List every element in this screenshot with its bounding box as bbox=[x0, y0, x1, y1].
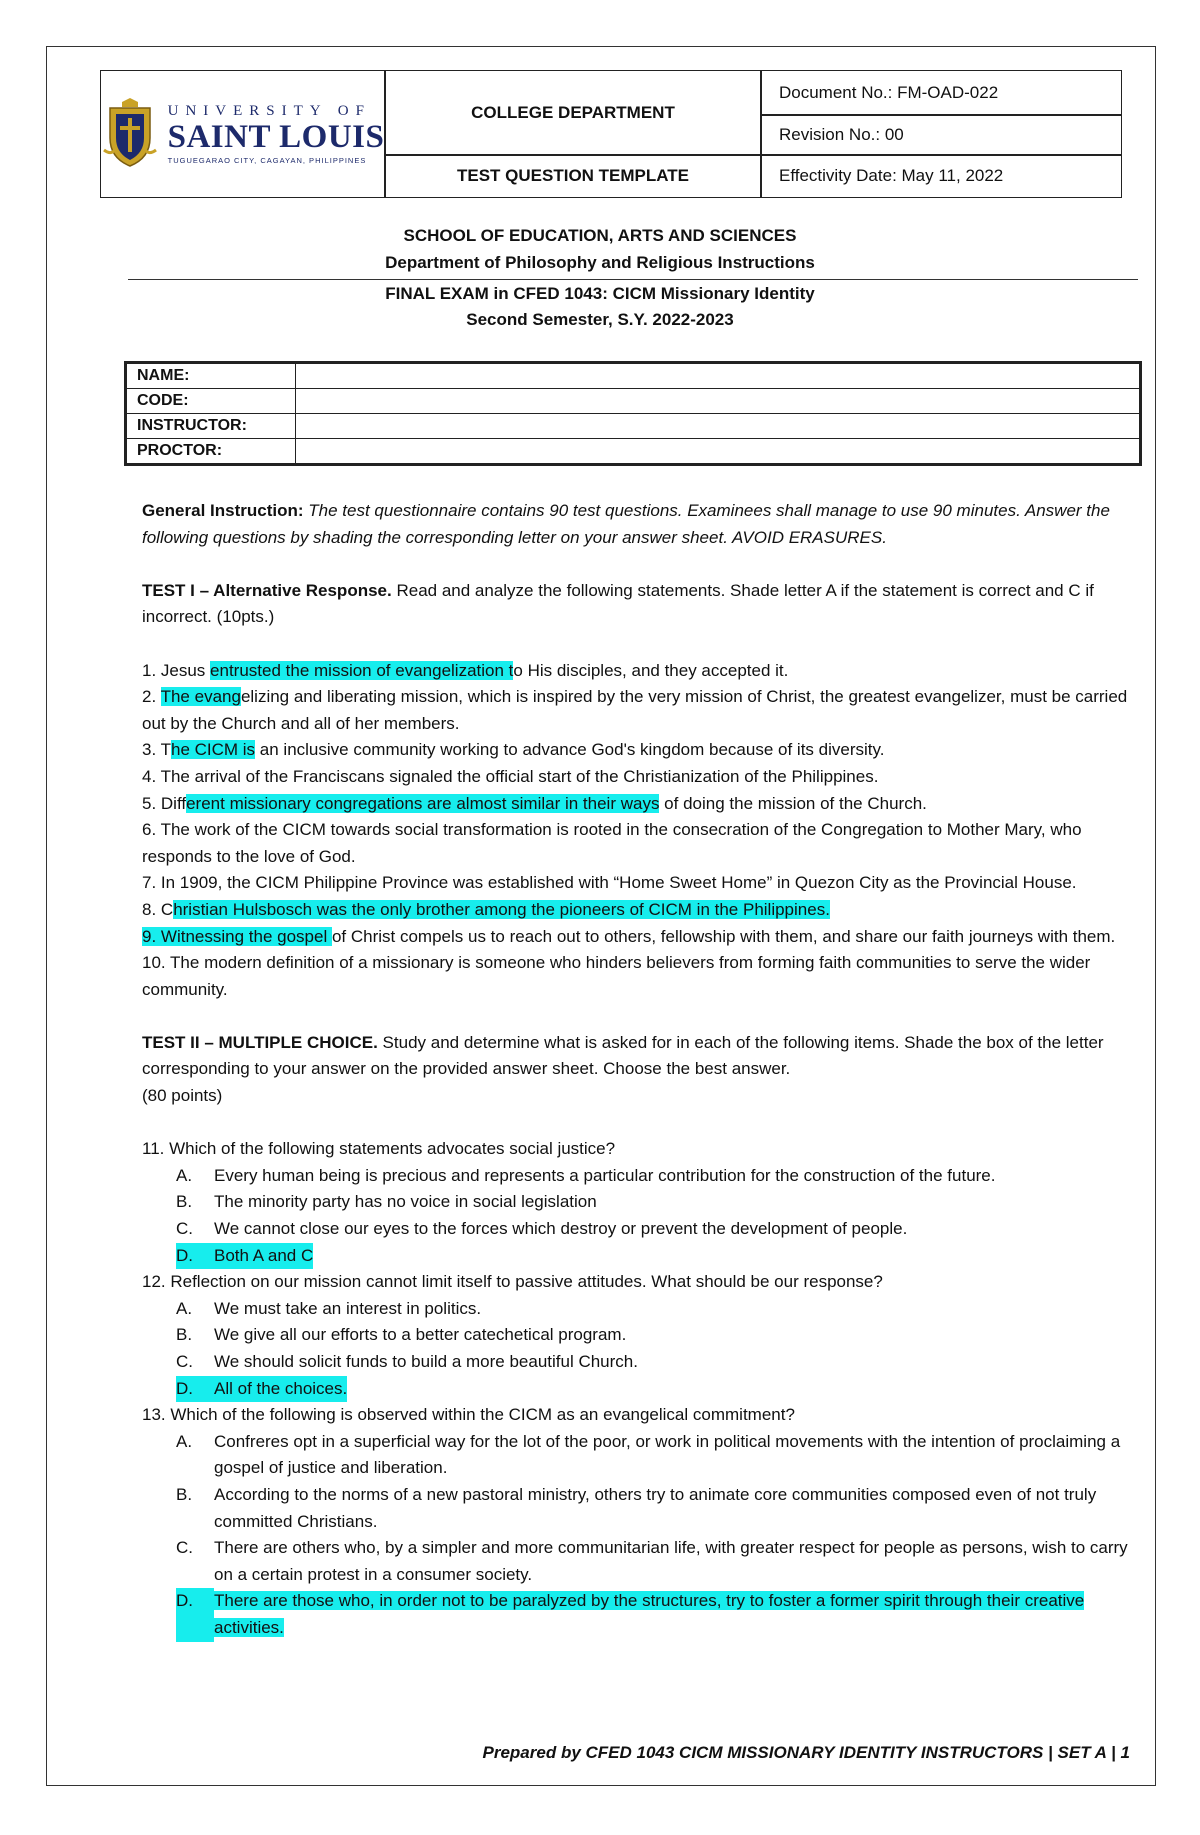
page-footer: Prepared by CFED 1043 CICM MISSIONARY IDENTITY INSTRUCTORS | SET A | 1 bbox=[482, 1743, 1130, 1762]
instructor-label: INSTRUCTOR: bbox=[126, 414, 296, 439]
list-item: 2. The evangelizing and liberating mission, which is inspired by the very mission of Christ, the greatest evangelizer, must be carried out by the Church and all of her members. bbox=[142, 687, 1128, 733]
general-instruction: General Instruction: The test questionnaire contains 90 test questions. Examinees shall manage to use 90 minutes. Answer the following questions by shading the corresponding letter on your answer sheet. AVOID ERASURES. bbox=[142, 501, 1110, 547]
university-logo bbox=[102, 98, 385, 170]
option-11b: B. The minority party has no voice in social legislation bbox=[176, 1192, 597, 1212]
instructor-field[interactable] bbox=[296, 414, 1141, 439]
test1-instruction: TEST I – Alternative Response. Read and analyze the following statements. Shade letter A if the statement is correct and C if incorrect. (10pts.) bbox=[142, 580, 1094, 627]
list-item: 10. The modern definition of a missionary is someone who hinders believers from forming faith communities to serve the wider community. bbox=[142, 953, 1091, 999]
test2-instruction: TEST II – MULTIPLE CHOICE. Study and determine what is asked for in each of the following items. Shade the box of the letter corresponding to your answer on the provided answer sheet. Choose the best answer. bbox=[142, 1032, 1104, 1079]
option-12c: C. We should solicit funds to build a more beautiful Church. bbox=[176, 1352, 638, 1371]
department-cell: COLLEGE DEPARTMENT bbox=[384, 70, 762, 156]
name-label: NAME: bbox=[126, 363, 296, 389]
revision-no: Revision No.: 00 bbox=[760, 114, 1122, 156]
option-11c: C. We cannot close our eyes to the forces which destroy or prevent the development of people. bbox=[176, 1219, 908, 1239]
code-label: CODE: bbox=[126, 389, 296, 414]
document-header bbox=[100, 70, 1122, 198]
option-12d-highlighted: D. All of the choices. bbox=[142, 1376, 1132, 1403]
proctor-label: PROCTOR: bbox=[126, 439, 296, 465]
document-no: Document No.: FM-OAD-022 bbox=[760, 70, 1122, 116]
option-11a: A. Every human being is precious and represents a particular contribution for the construction of the future. bbox=[176, 1165, 996, 1185]
option-13d-highlighted: D. There are those who, in order not to be paralyzed by the structures, try to foster a former spirit through their creative activities. bbox=[142, 1588, 1132, 1641]
logo-university-of: UNIVERSITY OF bbox=[167, 102, 371, 119]
option-13b: B. According to the norms of a new pastoral ministry, others try to animate core communities composed even of not truly committed Christians. bbox=[176, 1484, 1097, 1531]
university-seal-icon bbox=[102, 98, 158, 170]
name-field[interactable] bbox=[296, 363, 1141, 389]
list-item: 9. Witnessing the gospel of Christ compels us to reach out to others, fellowship with them, and share our faith journeys with them. bbox=[142, 926, 1116, 946]
list-item: 8. Christian Hulsbosch was the only brother among the pioneers of CICM in the Philippines. bbox=[142, 899, 830, 919]
test1-items bbox=[142, 658, 1132, 1004]
list-item: 7. In 1909, the CICM Philippine Province was established with “Home Sweet Home” in Quezon City as the Provincial House. bbox=[142, 873, 1077, 893]
template-cell: TEST QUESTION TEMPLATE bbox=[384, 154, 762, 198]
logo-location: TUGUEGARAO CITY, CAGAYAN, PHILIPPINES bbox=[167, 155, 367, 165]
school-title: SCHOOL OF EDUCATION, ARTS AND SCIENCES bbox=[403, 226, 797, 245]
department-title: Department of Philosophy and Religious Instructions bbox=[385, 253, 815, 272]
option-12b: B. We give all our efforts to a better catechetical program. bbox=[176, 1325, 627, 1345]
question-13: 13. Which of the following is observed within the CICM as an evangelical commitment? bbox=[142, 1405, 795, 1425]
question-12: 12. Reflection on our mission cannot limit itself to passive attitudes. What should be our response? bbox=[142, 1272, 883, 1292]
question-11: 11. Which of the following statements advocates social justice? bbox=[142, 1139, 616, 1159]
logo-cell bbox=[100, 70, 386, 198]
list-item: 5. Different missionary congregations are almost similar in their ways of doing the mission of the Church. bbox=[142, 793, 927, 813]
test2-points: (80 points) bbox=[142, 1086, 223, 1106]
title-divider bbox=[128, 279, 1138, 280]
semester-title: Second Semester, S.Y. 2022-2023 bbox=[466, 310, 734, 329]
effectivity-date: Effectivity Date: May 11, 2022 bbox=[760, 154, 1122, 198]
option-12a: A. We must take an interest in politics. bbox=[176, 1298, 482, 1318]
option-11d-highlighted: D. Both A and C bbox=[142, 1243, 1132, 1270]
logo-name: SAINT LOUIS bbox=[167, 118, 385, 155]
list-item: 6. The work of the CICM towards social transformation is rooted in the consecration of the Congregation to Mother Mary, who responds to the love of God. bbox=[142, 820, 1082, 866]
exam-title: FINAL EXAM in CFED 1043: CICM Missionary Identity bbox=[385, 284, 815, 303]
list-item: 1. Jesus entrusted the mission of evangelization to His disciples, and they accepted it. bbox=[142, 660, 789, 680]
option-13a: A. Confreres opt in a superficial way for the lot of the poor, or work in political movements with the intention of proclaiming a gospel of justice and liberation. bbox=[176, 1431, 1121, 1478]
proctor-field[interactable] bbox=[296, 439, 1141, 465]
exam-body bbox=[142, 498, 1132, 1642]
option-13c: C. There are others who, by a simpler and more communitarian life, with greater respect for people as persons, wish to carry on a certain protest in a consumer society. bbox=[176, 1538, 1128, 1584]
list-item: 4. The arrival of the Franciscans signaled the official start of the Christianization of the Philippines. bbox=[142, 766, 879, 786]
list-item: 3. The CICM is an inclusive community working to advance God's kingdom because of its diversity. bbox=[142, 740, 885, 760]
student-info-table bbox=[124, 361, 1142, 466]
code-field[interactable] bbox=[296, 389, 1141, 414]
